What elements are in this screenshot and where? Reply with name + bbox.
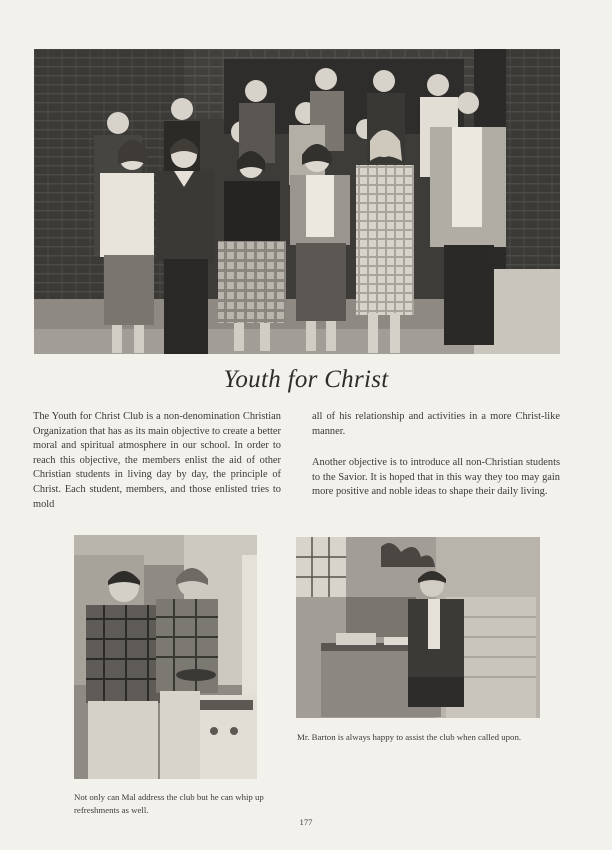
kitchen-photo-image (74, 535, 257, 779)
office-photo-image (296, 537, 540, 718)
page-number: 177 (299, 817, 313, 827)
body-paragraph-1: The Youth for Christ Club is a non-denomination Christian Organization that has as its main objective to create a better moral and spiritual atmosphere in our school. In order to reach this objective, the members enlist the aid of other Christian students in living day by day, the principle of Christ. Each student, members, and those enlisted tries to mold (33, 411, 281, 510)
group-photo-image (34, 49, 560, 354)
office-photo (296, 537, 540, 718)
kitchen-photo (74, 535, 257, 779)
page-title: Youth for Christ (223, 366, 389, 393)
office-photo-caption: Mr. Barton is always happy to assist the club when called upon. (297, 732, 522, 742)
kitchen-photo-caption: Not only can Mal address the club but he can whip up refreshments as well. (74, 792, 264, 815)
group-photo (34, 49, 560, 354)
body-paragraph-1-continued: all of his relationship and activities in a more Christ-like manner. (312, 411, 560, 437)
body-paragraph-2: Another objective is to introduce all non-Christian students to the Savior. It is hoped that in this way they too may gain more positive and noble ideas to shape their daily living. (312, 457, 560, 498)
